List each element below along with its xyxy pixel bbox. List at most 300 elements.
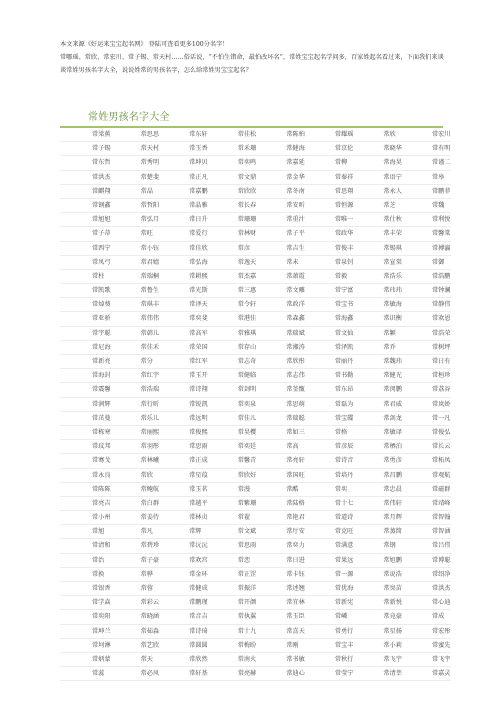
name-cell: 常新宪: [305, 596, 354, 610]
name-cell: 常芝: [353, 199, 402, 213]
intro-line-body: 常哪瑶、常欣、常宏川、常子锡、常天村……俗话说，“不怕生错命，最怕改坏名”，常姓宝宝起名学问多，百家姓起名看过来，下面我们来谈谈常姓男孩名字大全，说说姓常的男孩名字，怎么给常姓男宝宝起名？: [60, 54, 444, 74]
name-cell: 常思翔: [305, 185, 354, 199]
name-cell: 常博聪: [402, 554, 451, 568]
name-cell: 常长云: [402, 440, 451, 454]
name-cell: 常东轩: [159, 128, 208, 142]
name-cell: 常开颜: [208, 596, 257, 610]
name-cell: 常梁蕉: [60, 128, 111, 142]
name-cell: 常奕: [305, 483, 354, 497]
name-cell: 常子蒂: [60, 227, 111, 241]
name-cell: 常林财: [208, 227, 257, 241]
name-cell: 常坤贝: [159, 156, 208, 170]
name-cell: 常行昕: [111, 398, 160, 412]
name-cell: 常刚: [256, 639, 305, 653]
name-cell: 常勇彦: [353, 454, 402, 468]
name-cell: 常宇聪: [60, 327, 111, 341]
name-cell: 常逸天: [208, 256, 257, 270]
name-cell: 常玮玮: [353, 284, 402, 298]
name-cell: 常思雨: [208, 539, 257, 553]
name-cell: 常姜侍: [111, 511, 160, 525]
name-cell: 常搏瀛: [402, 242, 451, 256]
name-cell: 常金华: [256, 171, 305, 185]
name-cell: 常港佳: [208, 312, 257, 326]
name-cell: 常楚斐: [111, 171, 160, 185]
intro-text: [60, 38, 445, 77]
name-cell: 常日进: [256, 554, 305, 568]
name-cell: 常焯葵: [60, 298, 111, 312]
name-cell: 常安昕: [256, 199, 305, 213]
name-cell: 常迪心: [256, 667, 305, 681]
name-cell: 常语宁: [353, 171, 402, 185]
name-cell: 常敏译: [353, 426, 402, 440]
name-cell: 常宝书: [305, 298, 354, 312]
name-cell: 常正凡: [159, 171, 208, 185]
name-cell: 常哲阳: [111, 199, 160, 213]
name-cell: 常亮赫: [208, 667, 257, 681]
name-cell: 常茁曼: [60, 412, 111, 426]
name-cell: 常磁群: [402, 483, 451, 497]
name-cell: 常静伟: [402, 298, 451, 312]
name-cell: 常有明: [402, 142, 451, 156]
name-cell: 常锡琪: [353, 242, 402, 256]
name-cell: 常格: [305, 426, 354, 440]
name-cell: 常健海: [256, 142, 305, 156]
name-cell: 常十九: [208, 625, 257, 639]
name-cell: 常述翘: [256, 582, 305, 596]
name-cell: 常宜林: [256, 596, 305, 610]
name-cell: 常如三: [256, 426, 305, 440]
name-cell: 常诗音: [305, 454, 354, 468]
name-cell: 常未: [256, 256, 305, 270]
name-cell: 常靖峰: [402, 497, 451, 511]
name-cell: 常雅琪: [208, 327, 257, 341]
name-cell: 常蜜先: [402, 639, 451, 653]
name-cell: 常乐儿: [111, 412, 160, 426]
name-cell: 常思萌: [256, 398, 305, 412]
name-cell: 常高: [256, 440, 305, 454]
name-cell: 常臭苗: [353, 582, 402, 596]
name-cell: 常一凡: [402, 412, 451, 426]
name-cell: 常吕伟: [402, 539, 451, 553]
name-cell: 常欢恩: [402, 312, 451, 326]
name-cell: 常珊珊: [208, 213, 257, 227]
name-cell: 常东哲: [60, 156, 111, 170]
name-cell: 常果远: [305, 554, 354, 568]
name-cell: 常茹淼: [111, 625, 160, 639]
name-cell: 常碧珍: [111, 539, 160, 553]
name-cell: 常日有: [402, 355, 451, 369]
name-cell: 常旭: [60, 525, 111, 539]
name-cell: 常高军: [159, 327, 208, 341]
name-cell: 常馨棠: [402, 227, 451, 241]
name-cell: 常卡钰: [256, 568, 305, 582]
name-cell: 常佳欣: [159, 242, 208, 256]
name-cell: 常俊弘: [402, 426, 451, 440]
name-cell: 常海封: [60, 369, 111, 383]
name-cell: 常骅: [111, 568, 160, 582]
name-cell: 常鹏菲: [402, 185, 451, 199]
name-cell: 常瑞桐: [111, 270, 160, 284]
name-cell: 常陈陈: [60, 483, 111, 497]
name-cell: 常炳蒙: [60, 653, 111, 667]
name-cell: 常健成: [159, 582, 208, 596]
name-cell: 常培丹: [305, 469, 354, 483]
name-cell: 常宝碟: [305, 412, 354, 426]
name-cell: 常智翰: [402, 511, 451, 525]
name-cell: 常凡: [111, 525, 160, 539]
name-cell: 常圆圆: [159, 639, 208, 653]
name-cell: 常南火: [208, 653, 257, 667]
name-cell: 常喜天: [256, 625, 305, 639]
name-cell: 常亚骄: [60, 312, 111, 326]
name-cell: 常晓华: [353, 142, 402, 156]
name-cell: 常晶雅: [159, 199, 208, 213]
name-cell: 常酷: [256, 483, 305, 497]
name-cell: 常凯歌: [60, 284, 111, 298]
name-cell: 常弘海: [159, 256, 208, 270]
name-cell: 常小州: [60, 511, 111, 525]
name-cell: 常瑞聪: [256, 412, 305, 426]
name-cell: 常蕊: [60, 667, 111, 681]
name-cell: 常正罡: [208, 568, 257, 582]
name-cell: 常皋: [402, 171, 451, 185]
name-cell: 常浩鹏: [402, 270, 451, 284]
name-cell: 常嘉鹏: [159, 185, 208, 199]
name-cell: 常浩荣: [402, 327, 451, 341]
name-cell: 常远明: [159, 412, 208, 426]
name-cell: 常飞宇: [353, 653, 402, 667]
name-cell: 常秋行: [305, 653, 354, 667]
name-cell: 常厅安: [256, 525, 305, 539]
name-cell: 常君威: [353, 398, 402, 412]
name-cell: 常旭鹏: [353, 554, 402, 568]
name-cell: 常治: [60, 554, 111, 568]
name-cell: 常政华: [305, 227, 354, 241]
name-cell: 常银香: [60, 582, 111, 596]
name-cell: 常十七: [305, 497, 354, 511]
name-cell: 常坤兰: [60, 625, 111, 639]
name-cell: 常锐凯: [159, 398, 208, 412]
name-cell: 常佳松: [208, 128, 257, 142]
name-cell: 常白群: [111, 497, 160, 511]
name-cell: 常彦辰: [305, 440, 354, 454]
name-cell: 常谨二: [402, 156, 451, 170]
name-cell: 常闵鹏: [353, 383, 402, 397]
name-cell: 常伟伟: [111, 312, 160, 326]
name-cell: 常文雕: [256, 284, 305, 298]
name-cell: 常红宇: [111, 369, 160, 383]
name-cell: 常国旺: [256, 469, 305, 483]
name-cell: 常恒源: [305, 199, 354, 213]
name-cell: 常识衡: [353, 312, 402, 326]
name-cell: 常钢鑫: [60, 199, 111, 213]
name-cell: 常正成: [159, 454, 208, 468]
name-cell: 常蓉: [111, 582, 160, 596]
name-cell: 常秀明: [111, 156, 160, 170]
name-cell: 常紫珊: [208, 497, 257, 511]
name-cell: 常欣然: [159, 653, 208, 667]
name-cell: 常奕泉: [208, 398, 257, 412]
name-cell: 常魏: [402, 199, 451, 213]
name-cell: 常智涵: [402, 525, 451, 539]
name-cell: 常昌鹏: [353, 469, 402, 483]
name-cell: 常剑龙: [353, 412, 402, 426]
name-cell: 常换: [60, 568, 111, 582]
name-cell: 常泉钊: [305, 256, 354, 270]
name-cell: 常宁富: [305, 284, 354, 298]
name-cell: 常星扬: [353, 625, 402, 639]
name-cell: 常沅沅: [159, 539, 208, 553]
name-cell: 常越平: [159, 497, 208, 511]
name-cell: 常晓涵: [111, 610, 160, 624]
name-cell: 常彩云: [111, 596, 160, 610]
name-cell: 常文仙: [305, 327, 354, 341]
name-cell: 常观航: [402, 469, 451, 483]
name-cell: 常分: [111, 355, 160, 369]
name-cell: 常书勤: [305, 369, 354, 383]
name-cell: 常书敏: [256, 653, 305, 667]
name-cell: 常吉生: [256, 242, 305, 256]
name-cell: 常红军: [159, 355, 208, 369]
name-cell: 常瑞斌: [256, 327, 305, 341]
name-cell: 常小钰: [111, 242, 160, 256]
section-title-bar: [60, 104, 443, 128]
name-cell: 常釜甑: [256, 383, 305, 397]
name-cell: 常韩儿: [111, 327, 160, 341]
name-cell: 常莹宁: [305, 667, 354, 681]
name-cell: 常尼海: [60, 341, 111, 355]
name-cell: 常泽凯: [305, 341, 354, 355]
name-cell: 常京伦: [305, 142, 354, 156]
name-cell: 常陈柏: [256, 128, 305, 142]
name-cell: 常伟轩: [353, 497, 402, 511]
name-cell: 常执翼: [208, 610, 257, 624]
name-cell: 常森鑫: [256, 312, 305, 326]
name-cell: 常欣: [353, 128, 402, 142]
name-cell: 常敏海: [353, 298, 402, 312]
name-cell: 常新悦: [353, 596, 402, 610]
name-cell: 常子豪: [111, 554, 160, 568]
name-cell: 常丽丹: [305, 355, 354, 369]
name-cell: 常林曦: [111, 454, 160, 468]
name-cell: 常艳君: [256, 511, 305, 525]
name-cell: 常成: [402, 610, 451, 624]
name-table: [60, 128, 451, 696]
name-cell: 常栖泊: [353, 440, 402, 454]
name-cell: 常冬南: [256, 185, 305, 199]
name-cell: 常健临: [208, 369, 257, 383]
name-cell: 常重汁: [256, 213, 305, 227]
name-cell: 常令轩: [208, 298, 257, 312]
name-cell: 常心迪: [402, 596, 451, 610]
name-cell: 常学焱: [60, 596, 111, 610]
name-cell: 常星葭: [159, 469, 208, 483]
name-cell: 常宝丰: [305, 639, 354, 653]
name-cell: 常坷淋: [60, 639, 111, 653]
name-cell: 常玉香: [159, 142, 208, 156]
name-cell: 常三惠: [208, 284, 257, 298]
name-cell: 常荔谷: [402, 383, 451, 397]
name-cell: 常宏川: [402, 128, 451, 142]
name-cell: 常清和: [60, 539, 111, 553]
name-cell: 常柘凤: [402, 454, 451, 468]
name-cell: 常剑明: [208, 383, 257, 397]
name-cell: 常泽天: [159, 298, 208, 312]
name-cell: 常欣: [111, 469, 160, 483]
name-cell: 常月辉: [353, 511, 402, 525]
name-cell: 常政洋: [256, 298, 305, 312]
name-cell: 常旺: [111, 227, 160, 241]
name-cell: 常金环: [159, 568, 208, 582]
name-cell: 常一源: [305, 568, 354, 582]
name-cell: 常栋寒: [60, 426, 111, 440]
name-cell: 常恋: [208, 554, 257, 568]
name-cell: 常存山: [208, 341, 257, 355]
name-cell: 常佳儿: [208, 412, 257, 426]
name-cell: 常丰荣: [353, 227, 402, 241]
name-cell: 常耀瑶: [305, 128, 354, 142]
name-cell: 常志伟: [256, 369, 305, 383]
name-cell: 常振洋: [208, 582, 257, 596]
name-cell: 常昊樱: [208, 426, 257, 440]
name-cell: 常仕秋: [353, 213, 402, 227]
name-cell: 常玟邦: [60, 440, 111, 454]
name-cell: 常文斌: [208, 525, 257, 539]
name-cell: 常骞戈: [60, 454, 111, 468]
name-cell: 常磊为: [305, 398, 354, 412]
name-cell: 常御: [402, 256, 451, 270]
name-cell: 常道诗: [305, 511, 354, 525]
name-cell: 常震馨: [60, 383, 111, 397]
name-cell: 常小莉: [353, 639, 402, 653]
name-cell: 常思思: [111, 128, 160, 142]
name-cell: 常颖: [353, 327, 402, 341]
name-cell: 常海昊: [353, 156, 402, 170]
name-cell: 常麒翔: [60, 185, 111, 199]
name-cell: 常飞宇: [402, 653, 451, 667]
name-cell: 常辉: [159, 525, 208, 539]
name-cell: 常凤弓: [60, 256, 111, 270]
name-cell: 常海鑫: [305, 312, 354, 326]
name-cell: 常思雨: [159, 440, 208, 454]
name-cell: 常欣好: [208, 469, 257, 483]
name-cell: 常西宁: [60, 242, 111, 256]
name-cell: 常玉开: [159, 369, 208, 383]
name-cell: 常奕廷: [208, 440, 257, 454]
name-cell: 常馨青: [208, 454, 257, 468]
name-cell: 常亮轩: [256, 454, 305, 468]
name-cell: 常玉茗: [159, 483, 208, 497]
name-cell: 常浩乐: [353, 270, 402, 284]
name-cell: 常长春: [208, 199, 257, 213]
name-cell: 常永人: [353, 185, 402, 199]
name-cell: 常翟: [208, 511, 257, 525]
name-cell: 常欣欣: [208, 185, 257, 199]
name-cell: 常欢宫: [159, 554, 208, 568]
name-cell: 常钟澜: [402, 284, 451, 298]
name-cell: 常志奇: [208, 355, 257, 369]
name-cell: 常洪杰: [402, 582, 451, 596]
name-cell: 常子锡: [60, 142, 111, 156]
name-cell: 常宣棠: [353, 256, 402, 270]
name-cell: 常必风: [111, 667, 160, 681]
name-cell: 常东昂: [305, 383, 354, 397]
name-cell: 常彦: [208, 242, 257, 256]
name-cell: 常耕熙: [159, 270, 208, 284]
intro-line-source: 本文来源《好运来宝宝起名网》 登陆可查看更多100分名字！: [60, 41, 229, 48]
name-cell: 常欣彤: [256, 355, 305, 369]
name-cell: 常竟豪: [353, 610, 402, 624]
name-cell: 常浩瑞: [111, 383, 160, 397]
name-cell: 常利悦: [402, 213, 451, 227]
name-cell: 常乔: [353, 341, 402, 355]
name-cell: 常轩基: [159, 667, 208, 681]
name-cell: 常克旺: [305, 525, 354, 539]
name-cell: 常奕斐: [159, 312, 208, 326]
name-cell: 常秦祥: [305, 171, 354, 185]
name-cell: 常漫: [208, 483, 257, 497]
name-cell: 常优海: [305, 582, 354, 596]
name-cell: 常萧霞: [256, 270, 305, 284]
name-cell: 常新亮: [60, 355, 111, 369]
name-cell: 常光斯: [159, 284, 208, 298]
name-cell: 常永良: [60, 469, 111, 483]
name-cell: 常唯一: [305, 213, 354, 227]
name-cell: 常勇行: [305, 625, 354, 639]
name-cell: 常说浩: [353, 568, 402, 582]
name-cell: 常岚娇: [402, 398, 451, 412]
name-cell: 常清莘: [353, 667, 402, 681]
name-cell: 常树坪: [402, 341, 451, 355]
name-cell: 常杰嘉: [208, 270, 257, 284]
name-cell: 常奕鸣: [208, 156, 257, 170]
name-cell: 常晶: [111, 185, 160, 199]
section-title: 常姓男孩名字大全: [88, 112, 170, 123]
name-cell: 常鲁生: [111, 284, 160, 298]
name-cell: 常嘉延: [256, 156, 305, 170]
name-cell: 常琪丰: [111, 298, 160, 312]
name-cell: 常魏玮: [353, 355, 402, 369]
name-cell: 常天村: [111, 142, 160, 156]
name-cell: 常陆格: [256, 497, 305, 511]
name-cell: 常玉臣: [256, 610, 305, 624]
name-cell: 常诗翔: [159, 383, 208, 397]
name-cell: 常佳禾: [111, 341, 160, 355]
name-cell: 常奕阳: [60, 610, 111, 624]
name-cell: 常君嬉: [111, 256, 160, 270]
name-cell: 常宏彤: [402, 625, 451, 639]
name-cell: 常旭旭: [60, 213, 111, 227]
name-cell: 常羽彤: [111, 440, 160, 454]
name-cell: 常鲍航: [111, 483, 160, 497]
name-cell: 常桓珍: [402, 369, 451, 383]
name-cell: 常艺欣: [111, 639, 160, 653]
name-cell: 常音吉: [159, 610, 208, 624]
name-cell: 常梅盼: [208, 639, 257, 653]
name-cell: 常洪杰: [60, 171, 111, 185]
name-cell: 常湘涛: [256, 341, 305, 355]
name-cell: 常嘉灵: [402, 667, 451, 681]
name-cell: 常爱行: [159, 227, 208, 241]
name-cell: 常荣国: [159, 341, 208, 355]
name-cell: 常子平: [256, 227, 305, 241]
name-cell: 常润辉: [60, 398, 111, 412]
name-cell: 常满意: [305, 539, 354, 553]
name-cell: 常毅: [305, 270, 354, 284]
name-cell: 常禾珊: [208, 142, 257, 156]
name-cell: 常鹏瑾: [159, 596, 208, 610]
name-cell: 常丽熙: [111, 426, 160, 440]
